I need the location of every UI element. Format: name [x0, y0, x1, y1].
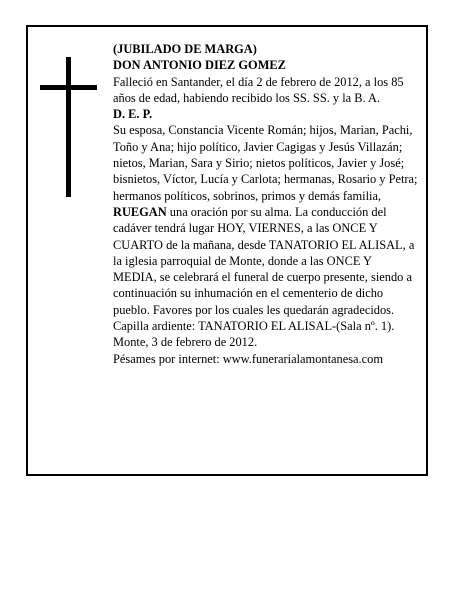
- request-paragraph: [113, 204, 418, 334]
- retired-from-line: (JUBILADO DE MARGA): [113, 42, 257, 56]
- cross-icon: [40, 57, 100, 197]
- place-date: Monte, 3 de febrero de 2012.: [113, 335, 258, 350]
- notice-text: [113, 41, 418, 367]
- internet-condolences: Pésames por internet: www.funerarialamontanesa.com: [113, 351, 383, 366]
- death-statement: Falleció en Santander, el día 2 de febrero de 2012, a los 85 años de edad, habiendo recibido los SS. SS. y la B. A.: [113, 74, 404, 105]
- obituary-notice: [26, 25, 428, 476]
- request-text: una oración por su alma. La conducción del cadáver tendrá lugar HOY, VIERNES, a las ONCE Y CUARTO de la mañana, desde TANATORIO EL ALISAL, a la iglesia parroquial de Monte, donde a las ONCE Y MEDIA, se celebrará el funeral de cuerpo presente, siendo a continuación su inhumación en el cementerio de dicho pueblo. Favores por los cuales les quedarán agradecidos. Capilla ardiente: TANATORIO EL ALISAL-(Sala nº. 1).: [113, 204, 415, 334]
- cross-horizontal-bar: [40, 85, 97, 90]
- deceased-name: DON ANTONIO DIEZ GOMEZ: [113, 58, 286, 73]
- request-keyword: RUEGAN: [113, 204, 167, 219]
- dep-line: D. E. P.: [113, 107, 153, 122]
- family-list: Su esposa, Constancia Vicente Román; hijos, Marian, Pachi, Toño y Ana; hijo político, Javier Cagigas y Jesús Villazán; nietos, Marian, Sara y Sirio; nietos políticos, Javier y José; bisnietos, Víctor, Lucía y Carlota; hermanas, Rosario y Petra; hermanos políticos, sobrinos, primos y demás familia,: [113, 123, 418, 203]
- cross-vertical-bar: [66, 57, 71, 197]
